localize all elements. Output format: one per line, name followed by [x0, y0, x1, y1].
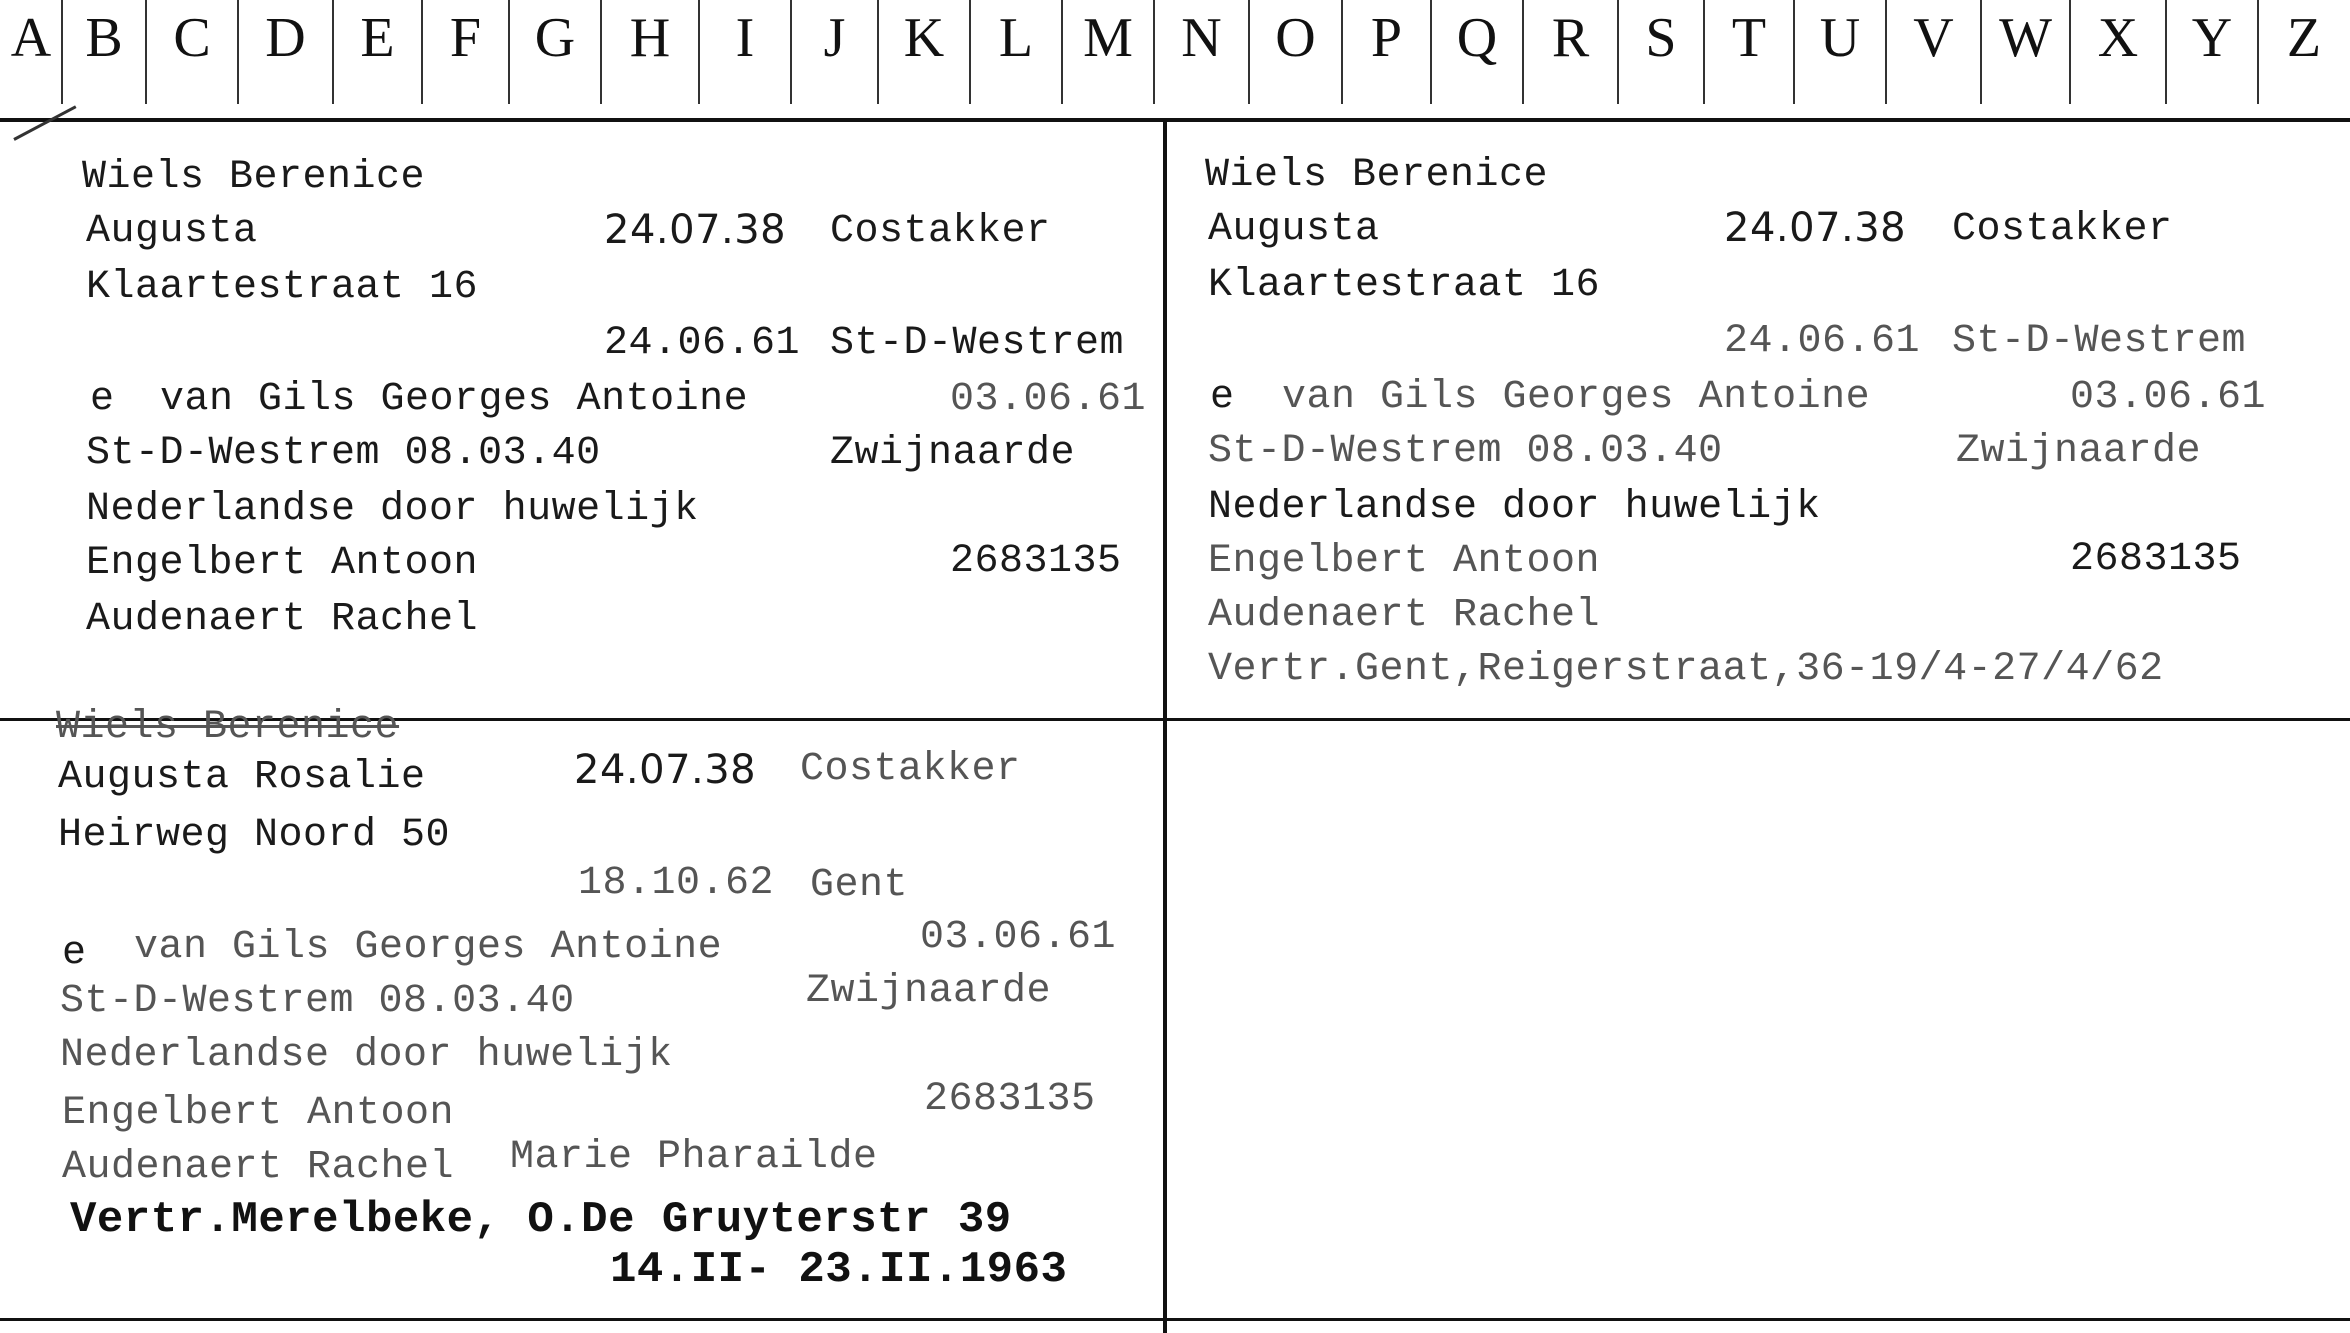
- index-separator: [61, 0, 63, 104]
- index-separator: [237, 0, 239, 104]
- middle-divider-right: [1167, 718, 2350, 721]
- card-spouse-place: Zwijnaarde: [806, 969, 1052, 1014]
- card-nationality: Nederlandse door huwelijk: [60, 1033, 673, 1078]
- index-letter-s: S: [1645, 7, 1677, 69]
- index-letter-j: J: [823, 7, 846, 69]
- index-separator: [1522, 0, 1524, 104]
- card-birth-place: Costakker: [1952, 207, 2173, 252]
- card-address: Klaartestraat 16: [1208, 263, 1601, 308]
- bottom-border-right: [1167, 1318, 2350, 1321]
- index-separator: [145, 0, 147, 104]
- card-marriage-date: 03.06.61: [920, 915, 1117, 960]
- index-letter-x: X: [2097, 7, 2139, 69]
- bottom-border-left: [0, 1318, 1163, 1321]
- card-spouse-prefix: e: [90, 377, 115, 422]
- card-given-name: Augusta Rosalie: [58, 755, 426, 800]
- index-separator: [2165, 0, 2167, 104]
- card-reg-place: Gent: [810, 863, 909, 908]
- index-letter-w: W: [1999, 7, 2052, 69]
- index-letter-t: T: [1731, 7, 1767, 69]
- card-reg-place: St-D-Westrem: [1952, 319, 2247, 364]
- card-spouse: van Gils Georges Antoine: [1282, 375, 1871, 420]
- index-separator: [508, 0, 510, 104]
- card-number: 2683135: [924, 1077, 1096, 1122]
- card-name: Wiels Berenice: [56, 705, 400, 750]
- index-letter-g: G: [534, 7, 576, 69]
- index-separator: [1248, 0, 1250, 104]
- index-separator: [698, 0, 700, 104]
- index-letter-y: Y: [2191, 7, 2233, 69]
- index-letter-l: L: [998, 7, 1034, 69]
- card-spouse-prefix: e: [1210, 375, 1235, 420]
- card-father: Engelbert Antoon: [86, 541, 479, 586]
- index-letter-z: Z: [2286, 7, 2322, 69]
- index-letter-a: A: [10, 7, 52, 69]
- index-letter-e: E: [360, 7, 395, 69]
- card-address: Heirweg Noord 50: [58, 813, 451, 858]
- card-departure-line1: Vertr.Merelbeke, O.De Gruyterstr 39: [70, 1195, 1012, 1245]
- card-birth-date: 24.07.38: [574, 747, 757, 793]
- index-separator: [969, 0, 971, 104]
- index-separator: [2069, 0, 2071, 104]
- index-letter-i: I: [735, 7, 755, 69]
- index-letter-n: N: [1181, 7, 1222, 69]
- index-separator: [2257, 0, 2259, 104]
- index-separator: [421, 0, 423, 104]
- card-reg-date: 18.10.62: [578, 861, 775, 906]
- card-mother-extra: Marie Pharailde: [510, 1135, 878, 1180]
- index-letter-d: D: [265, 7, 306, 69]
- alphabet-index-strip: [0, 0, 2350, 122]
- card-nationality: Nederlandse door huwelijk: [1208, 485, 1821, 530]
- card-departure-line2: 14.II- 23.II.1963: [610, 1245, 1068, 1295]
- index-separator: [790, 0, 792, 104]
- card-birth-place: Costakker: [800, 747, 1021, 792]
- card-name: Wiels Berenice: [1205, 153, 1549, 198]
- index-separator: [1617, 0, 1619, 104]
- index-letter-p: P: [1370, 7, 1403, 69]
- index-letter-q: Q: [1456, 7, 1498, 69]
- card-given-name: Augusta: [1208, 207, 1380, 252]
- index-separator: [1980, 0, 1982, 104]
- index-separator: [1153, 0, 1155, 104]
- card-spouse: van Gils Georges Antoine: [134, 925, 723, 970]
- card-father: Engelbert Antoon: [1208, 539, 1601, 584]
- index-separator: [1703, 0, 1705, 104]
- index-separator: [600, 0, 602, 104]
- index-separator: [877, 0, 879, 104]
- index-separator: [1885, 0, 1887, 104]
- card-number: 2683135: [2070, 537, 2242, 582]
- card-departure: Vertr.Gent,Reigerstraat,36-19/4-27/4/62: [1208, 647, 2164, 692]
- card-reg-date: 24.06.61: [604, 321, 801, 366]
- index-separator: [1793, 0, 1795, 104]
- card-birth-date: 24.07.38: [1724, 205, 1907, 251]
- card-spouse-place: Zwijnaarde: [1956, 429, 2202, 474]
- index-separator: [1061, 0, 1063, 104]
- index-letter-c: C: [173, 7, 211, 69]
- card-birth-place: Costakker: [830, 209, 1051, 254]
- card-mother: Audenaert Rachel: [86, 597, 479, 642]
- card-spouse: van Gils Georges Antoine: [160, 377, 749, 422]
- card-spouse-place: Zwijnaarde: [830, 431, 1076, 476]
- index-letter-r: R: [1551, 7, 1590, 69]
- index-separator: [332, 0, 334, 104]
- index-separator: [1341, 0, 1343, 104]
- card-address: Klaartestraat 16: [86, 265, 479, 310]
- card-marriage-date: 03.06.61: [950, 377, 1147, 422]
- index-letter-k: K: [903, 7, 945, 69]
- card-reg-date: 24.06.61: [1724, 319, 1921, 364]
- index-letter-m: M: [1083, 7, 1133, 69]
- card-spouse-prefix: e: [62, 931, 87, 976]
- index-separator: [1430, 0, 1432, 104]
- index-letter-u: U: [1819, 7, 1861, 69]
- card-spouse-birth: St-D-Westrem 08.03.40: [1208, 429, 1723, 474]
- card-reg-place: St-D-Westrem: [830, 321, 1125, 366]
- index-letter-f: F: [449, 7, 482, 69]
- index-letter-b: B: [85, 7, 123, 69]
- card-mother: Audenaert Rachel: [1208, 593, 1601, 638]
- card-name: Wiels Berenice: [82, 155, 426, 200]
- center-divider: [1163, 122, 1167, 1333]
- card-nationality: Nederlandse door huwelijk: [86, 487, 699, 532]
- index-letter-h: H: [629, 7, 671, 69]
- index-letter-v: V: [1913, 7, 1954, 69]
- card-mother: Audenaert Rachel: [62, 1145, 455, 1190]
- card-birth-date: 24.07.38: [604, 207, 787, 253]
- card-marriage-date: 03.06.61: [2070, 375, 2267, 420]
- card-father: Engelbert Antoon: [62, 1091, 455, 1136]
- card-spouse-birth: St-D-Westrem 08.03.40: [60, 979, 575, 1024]
- card-given-name: Augusta: [86, 209, 258, 254]
- card-number: 2683135: [950, 539, 1122, 584]
- index-letter-o: O: [1275, 7, 1316, 69]
- card-spouse-birth: St-D-Westrem 08.03.40: [86, 431, 601, 476]
